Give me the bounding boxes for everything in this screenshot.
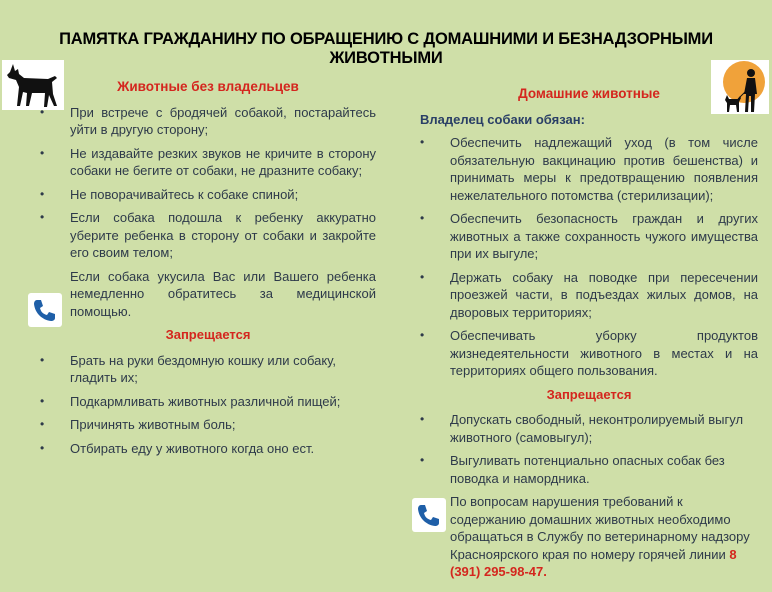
list-item: • Не поворачивайтесь к собаке спиной; (40, 186, 376, 204)
list-item: • Если собака подошла к ребенку аккуратно уберите ребенка в сторону от собаки и закройте его своим телом; (40, 209, 376, 262)
page-title: ПАМЯТКА ГРАЖДАНИНУ ПО ОБРАЩЕНИЮ С ДОМАШНИМИ И БЕЗНАДЗОРНЫМИ ЖИВОТНЫМИ (59, 30, 713, 67)
stray-advice-list (40, 104, 376, 321)
owner-duties-heading: Владелец собаки обязан: (420, 111, 585, 127)
contact-info (420, 493, 758, 581)
phone-icon (28, 293, 62, 327)
phone-icon (412, 498, 446, 532)
section-heading-pets: Домашние животные (518, 86, 660, 101)
list-item: • Не издавайте резких звуков не кричите в сторону собаки не бегите от собаки, не дразните собаку; (40, 145, 376, 180)
list-item: • При встрече с бродячей собакой, постарайтесь уйти в другую сторону; (40, 104, 376, 139)
list-item: • Брать на руки бездомную кошку или собаку, гладить их; (40, 352, 376, 387)
prohibited-heading-left: Запрещается (165, 327, 251, 342)
hotline-phone-number[interactable]: 8 (391) 295-98-47. (450, 546, 737, 579)
list-item: • Отбирать еду у животного когда оно ест. (40, 440, 376, 458)
prohibited-list-left (40, 352, 376, 458)
list-item: • Причинять животным боль; (40, 416, 376, 434)
prohibited-heading-right: Запрещается (546, 386, 632, 402)
list-item: • Обеспечить надлежащий уход (в том числе обязательную вакцинацию против бешенства) и принимать меры к предотвращению появления нежелательного потомства (стерилизации); (420, 134, 758, 204)
prohibited-list-right (420, 411, 758, 581)
owner-duties-list (420, 134, 758, 380)
right-column (420, 85, 758, 587)
contact-text: По вопросам нарушения требований к содержанию домашних животных необходимо обращаться в Службу по ветеринарному надзору Красноярского края по номеру горячей линии (450, 494, 750, 562)
list-item: • Обеспечить безопасность граждан и других животных а также сохранность чужого имущества при их выгуле; (420, 210, 758, 263)
list-item: • Держать собаку на поводке при пересечении проезжей части, в подъездах жилых домов, на дворовых территориях; (420, 269, 758, 322)
list-item: • Обеспечивать уборку продуктов жизнедеятельности животного в местах и на территориях общего пользования. (420, 327, 758, 380)
list-item: • Допускать свободный, неконтролируемый выгул животного (самовыгул); (420, 411, 758, 446)
section-heading-stray-animals: Животные без владельцев (117, 79, 299, 94)
list-item: Если собака укусила Вас или Вашего ребенка немедленно обратитесь за медицинской помощью. (70, 268, 376, 319)
left-column (40, 78, 376, 463)
list-item: • Выгуливать потенциально опасных собак без поводка и намордника. (420, 452, 758, 487)
list-item: • Подкармливать животных различной пищей; (40, 393, 376, 411)
